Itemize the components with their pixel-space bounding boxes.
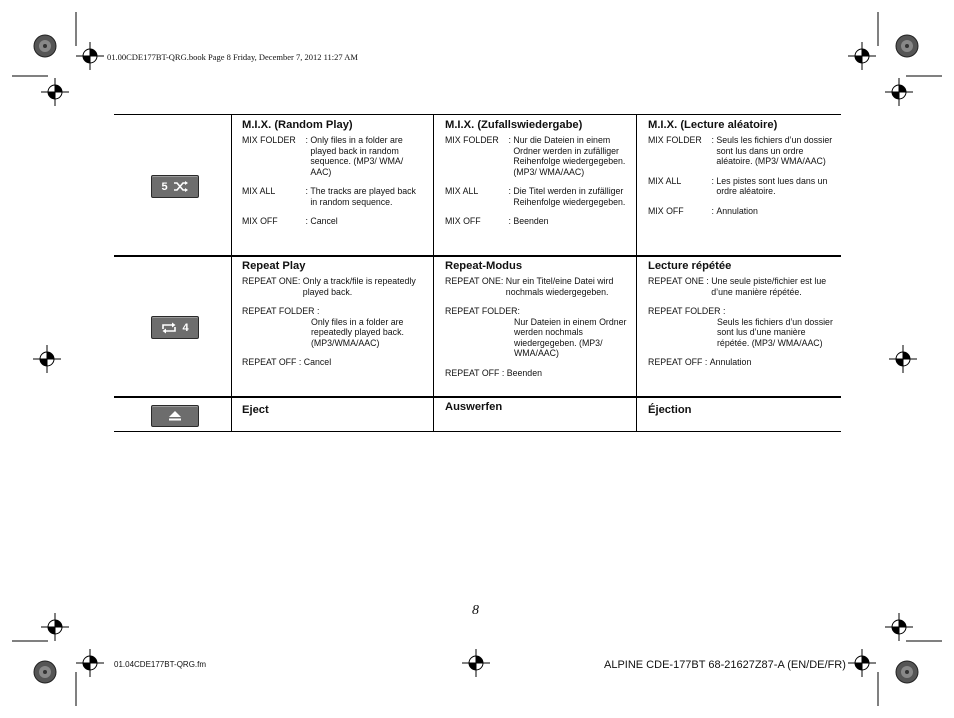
list-item: MIX OFF : Annulation [648,205,758,216]
repeat-fr-cell [648,260,833,368]
list-item: REPEAT FOLDER : Only files in a folder are repeatedly played back. (MP3/WMA/AAC) [242,306,404,348]
list-item: MIX ALL : The tracks are played back in random sequence. [242,186,416,207]
footer-file-name: 01.04CDE177BT-QRG.fm [114,660,207,669]
list-item: REPEAT ONE : Une seule piste/fichier est lue d’une manière répétée. [648,276,827,297]
registration-cross-icon [885,613,913,641]
eject-fr-title: Éjection [648,404,692,416]
list-item: REPEAT ONE : Only a track/file is repeatedly played back. [242,276,416,297]
repeat-button[interactable] [151,316,199,339]
eject-icon [169,411,181,421]
mix-fr-cell [648,119,833,216]
list-item: REPEAT ONE : Nur ein Titel/eine Datei wird nochmals wiedergegeben. [445,276,614,297]
star-target-icon [896,661,918,683]
list-item: MIX ALL : Les pistes sont lues dans un ordre aléatoire. [648,175,828,196]
shuffle-icon [173,181,189,192]
list-item: REPEAT OFF : Cancel [242,357,332,367]
registration-cross-icon [885,78,913,106]
column-divider [636,114,637,432]
table-bottom-rule [114,431,841,432]
repeat-en-title: Repeat Play [242,260,306,272]
registration-cross-icon [41,78,69,106]
mix-en-title: M.I.X. (Random Play) [242,119,353,131]
eject-de-title: Auswerfen [445,401,503,413]
list-item: MIX OFF : Cancel [242,216,338,226]
eject-en-cell [242,404,424,420]
repeat-fr-title: Lecture répétée [648,260,732,272]
list-item: MIX ALL : Die Titel werden in zufälliger Reihenfolge wiedergegeben. [445,186,626,207]
eject-fr-cell [648,404,833,420]
registration-cross-icon [33,345,61,373]
list-item: REPEAT OFF : Beenden [445,367,542,378]
list-item: MIX FOLDER : Only files in a folder are played back in random sequence. (MP3/ WMA/ AAC) [242,135,404,177]
repeat-de-cell [445,260,630,378]
list-item: REPEAT FOLDER: Nur Dateien in einem Ordner werden nochmals wiedergegeben. (MP3/ WMA/AAC) [445,306,627,358]
repeat-en-cell [242,260,424,368]
book-info-header: 01.00CDE177BT-QRG.book Page 8 Friday, December 7, 2012 11:27 AM [107,52,358,62]
star-target-icon [896,35,918,57]
list-item: MIX FOLDER : Seuls les fichiers d’un dossier sont lus dans un ordre aléatoire. (MP3/ WMA/AAC) [648,135,833,166]
mix-button[interactable] [151,175,199,198]
list-item: MIX OFF : Beenden [445,216,549,226]
row-divider [114,396,841,398]
eject-button[interactable] [151,405,199,427]
repeat-icon [161,322,177,334]
list-item: REPEAT OFF : Annulation [648,357,752,367]
mix-fr-title: M.I.X. (Lecture aléatoire) [648,119,778,131]
column-divider [231,114,232,432]
function-table [114,114,841,432]
row-divider [114,255,841,257]
column-divider [433,114,434,432]
registration-cross-icon [76,649,104,677]
eject-en-title: Eject [242,404,269,416]
registration-cross-icon [848,649,876,677]
list-item: REPEAT FOLDER : Seuls les fichiers d’un dossier sont lus d’une manière répétée. (MP3/ WMA/AAC) [648,306,833,348]
repeat-button-label: 4 [182,321,189,334]
mix-de-title: M.I.X. (Zufallswiedergabe) [445,119,583,131]
registration-cross-icon [41,613,69,641]
repeat-de-title: Repeat-Modus [445,260,523,272]
page-number: 8 [472,603,479,618]
table-top-rule [114,114,841,115]
mix-button-label: 5 [161,180,168,193]
eject-de-cell [445,401,630,417]
registration-cross-icon [462,649,490,677]
list-item: MIX FOLDER : Nur die Dateien in einem Ordner werden in zufälliger Reihenfolge wiedergegeben. (MP3/ WMA/AAC) [445,135,626,177]
star-target-icon [34,35,56,57]
registration-cross-icon [848,42,876,70]
registration-cross-icon [889,345,917,373]
mix-en-cell [242,119,424,227]
footer-model-info: ALPINE CDE-177BT 68-21627Z87-A (EN/DE/FR) [604,659,846,671]
star-target-icon [34,661,56,683]
registration-cross-icon [76,42,104,70]
mix-de-cell [445,119,630,227]
